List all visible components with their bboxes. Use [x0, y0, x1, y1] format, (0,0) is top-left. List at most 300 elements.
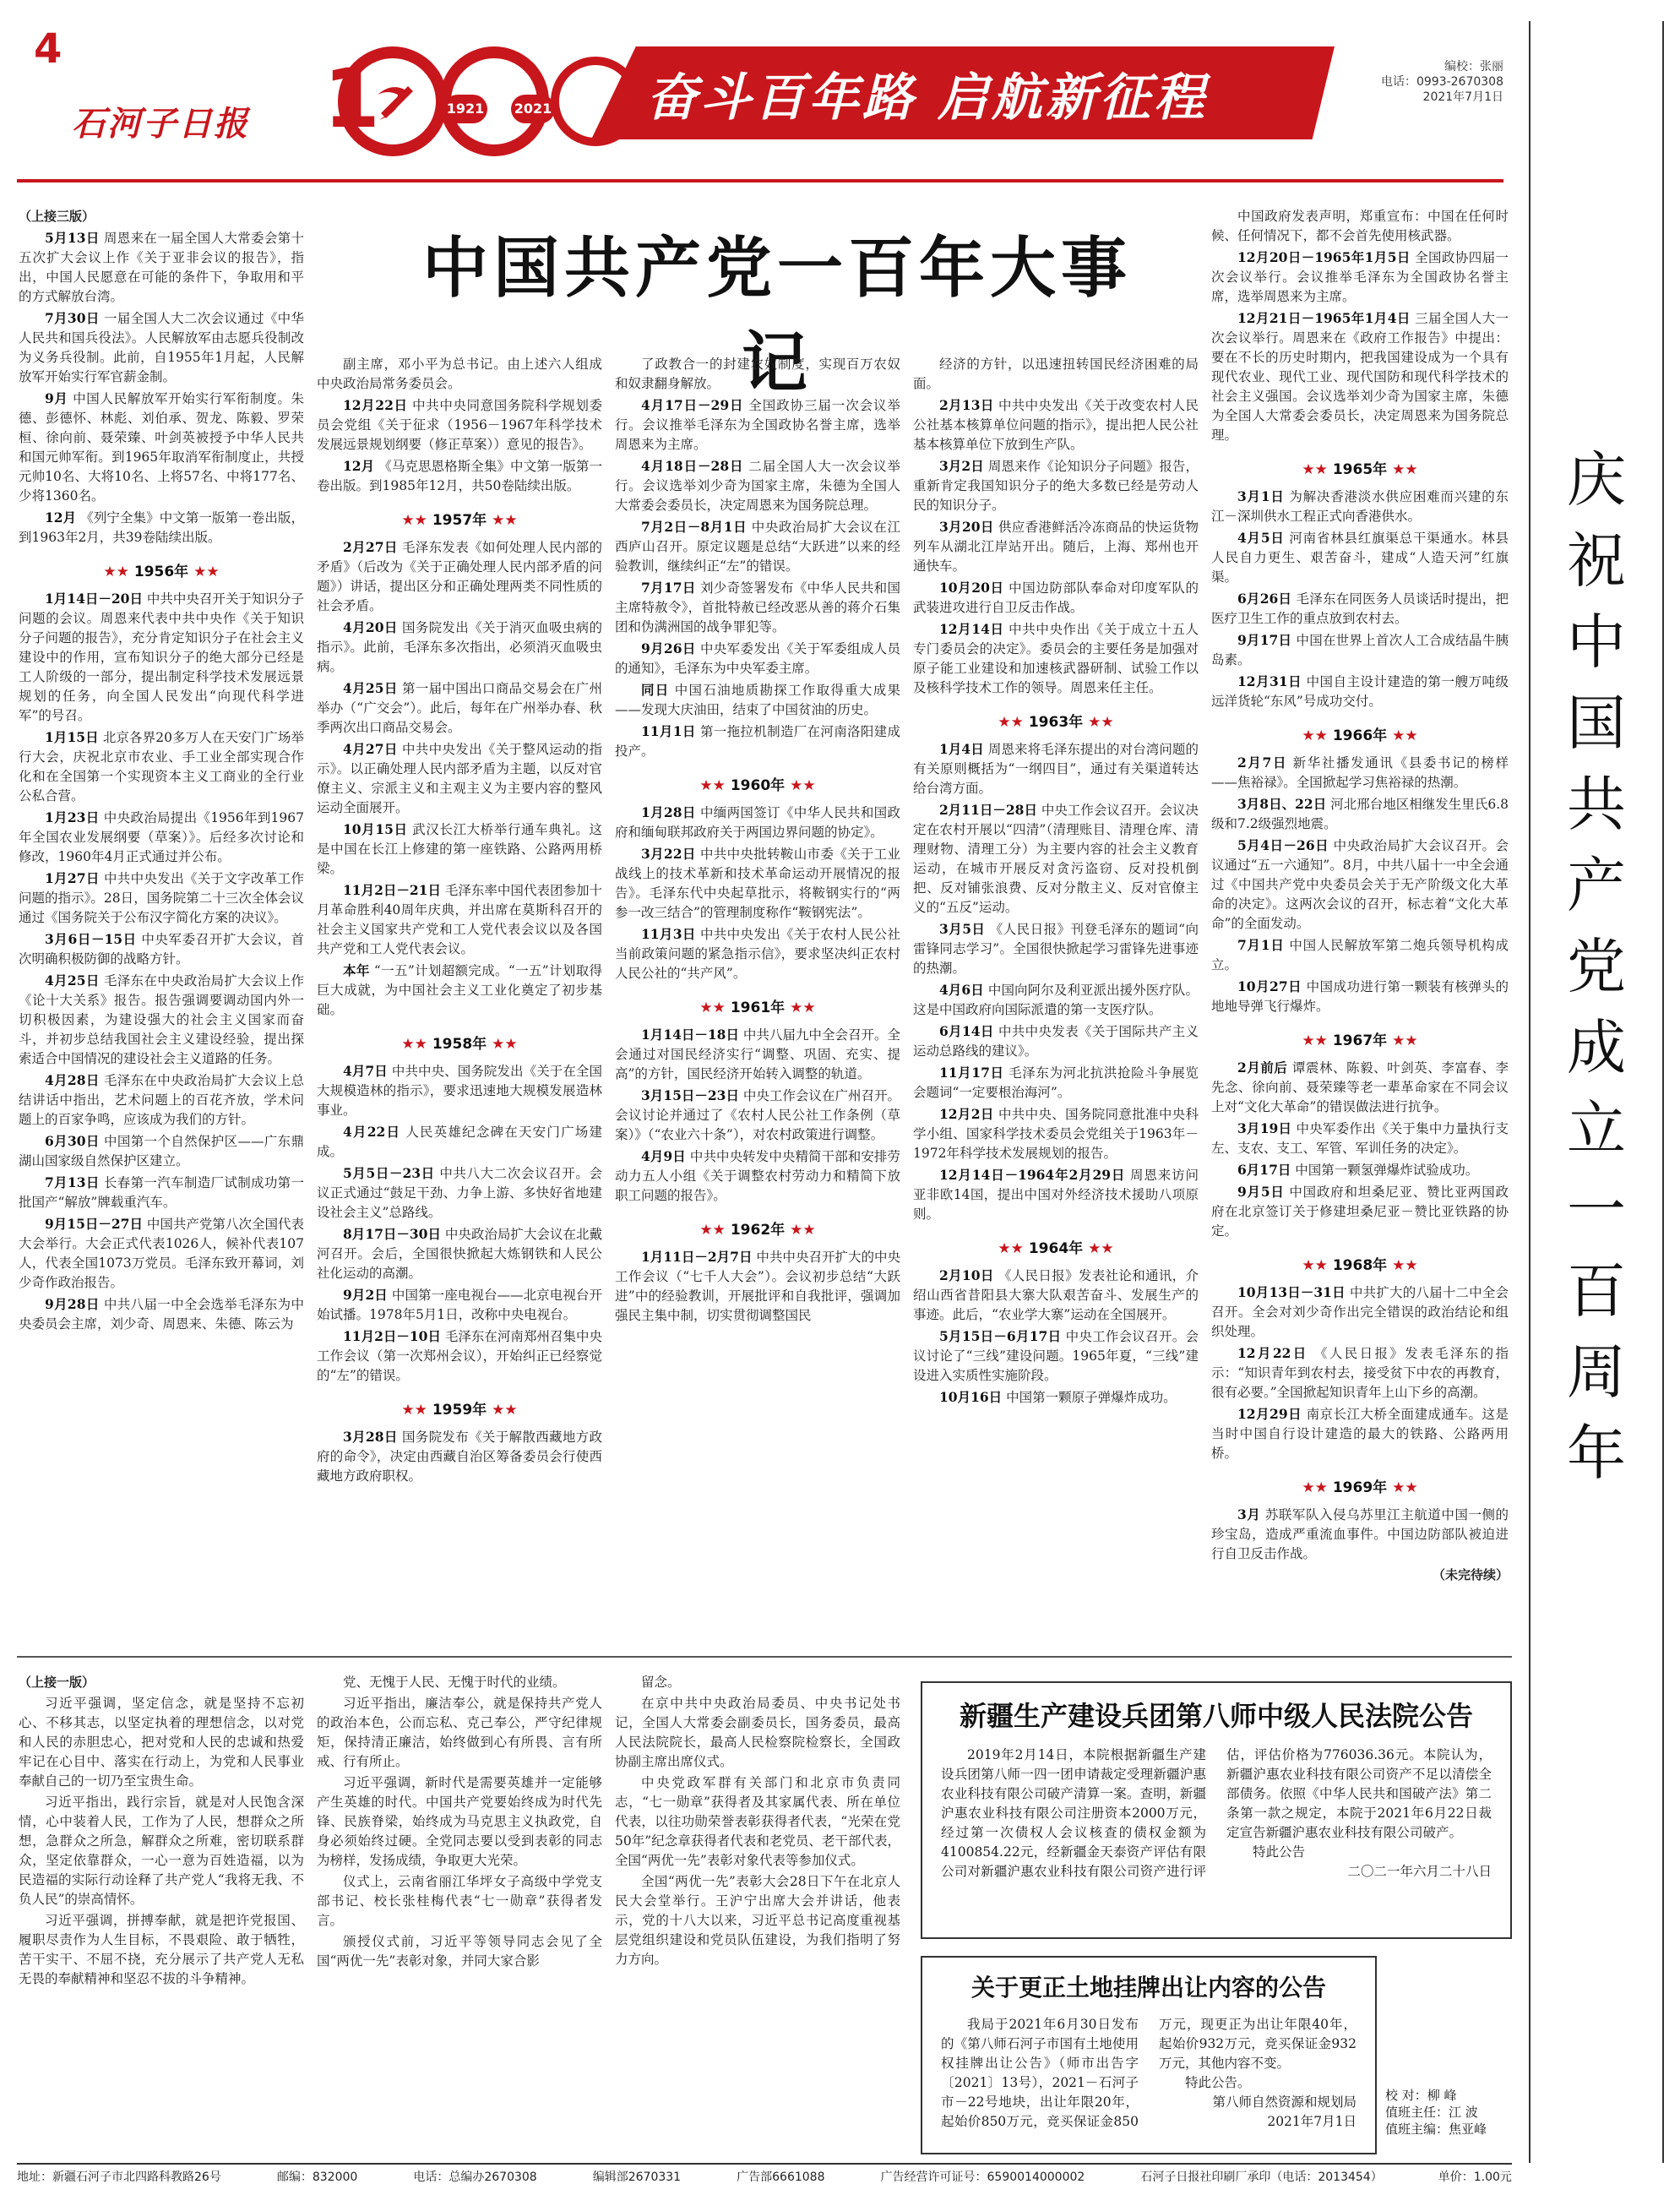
footer-price: 单价：1.00元 [1438, 2170, 1512, 2184]
chronicle-entry [1211, 487, 1509, 526]
entry-text: 了政教合一的封建农奴制度，实现百万农奴和奴隶翻身解放。 [615, 357, 900, 391]
chronicle-entry [317, 1061, 602, 1120]
masthead [0, 0, 1680, 194]
entry-text: 《人民日报》发表毛泽东的指示：“知识青年到农村去，接受贫下中农的再教育，很有必要。”全国掀起知识青年上山下乡的高潮。 [1211, 1346, 1509, 1400]
article-paragraph: 习近平强调，新时代是需要英雄并一定能够产生英雄的时代。中国共产党要始终成为时代先锋、民族脊梁，始终成为马克思主义执政党，自身必须始终过硬。全党同志要以受到表彰的同志为榜样，发扬成绩，争取更大光荣。 [317, 1775, 602, 1868]
article-paragraph: 党、无愧于人民、无愧于时代的业绩。 [343, 1675, 566, 1690]
entry-text: 《人民日报》发表社论和通讯，介绍山西省昔阳县大寨大队艰苦奋斗、发展生产的事迹。此后，“农业学大寨”运动在全国展开。 [913, 1268, 1199, 1322]
chronicle-entry [19, 589, 304, 726]
entry-text: 中共八届九中全会召开。全会通过对国民经济实行“调整、巩固、充实、提高”的方针，国民经济开始转入调整的轨道。 [615, 1027, 900, 1081]
continued-from-page1-tag: （上接一版） [19, 1675, 95, 1690]
entry-date: 4月22日 [343, 1124, 401, 1140]
entry-text: 长春第一汽车制造厂试制成功第一批国产“解放”牌载重汽车。 [19, 1175, 304, 1210]
chronicle-entry [913, 919, 1199, 978]
chronicle-entry [1211, 753, 1509, 792]
chronicle-entry [317, 618, 602, 677]
chronicle-entry [1211, 1505, 1509, 1564]
entry-date: 1月15日 [45, 729, 99, 745]
chronicle-entry [615, 844, 900, 923]
entry-date: 12月20日－1965年1月5日 [1237, 249, 1411, 265]
entry-date: 9月17日 [1237, 632, 1292, 648]
entry-text: 中共中央、国务院同意批准中央科学小组、国家科学技术委员会党组关于1963年－1972年科学技术发展规划的报告。 [913, 1107, 1199, 1161]
entries-1960 [615, 803, 900, 983]
chronicle-entry [913, 517, 1199, 576]
vertical-title: 庆祝中国共产党成立一百周年 [1567, 445, 1626, 1488]
entry-text: 苏联军队入侵乌苏里江主航道中国一侧的珍宝岛，造成严重流血事件。中国边防部队被迫进行自卫反击作战。 [1211, 1507, 1509, 1561]
chronicle-entry [19, 1214, 304, 1293]
article-column-1 [19, 207, 304, 1648]
chronicle-entry [615, 722, 900, 761]
entry-text: 中国向阿尔及利亚派出援外医疗队。这是中国政府向国际派遣的第一支医疗队。 [913, 983, 1199, 1017]
entry-date: 3月19日 [1237, 1120, 1292, 1136]
entry-text: 中共中央发表《关于国际共产主义运动总路线的建议》。 [913, 1024, 1199, 1059]
year-marker-1957: ★★ 1957年 ★★ [401, 512, 518, 529]
entry-text: 中央工作会议召开。会议决定在农村开展以“四清”（清理账目、清理仓库、清理财物、清理工分）为主要内容的社会主义教育运动，在城市开展反对贪污盗窃、反对投机倒把、反对铺张浪费、反对分散主义、反对官僚主义的“五反”运动。 [913, 803, 1199, 915]
entry-text: 中国成功进行第一颗装有核弹头的地地导弹飞行爆炸。 [1211, 979, 1509, 1014]
chronicle-entry [19, 1173, 304, 1212]
entry-date: 1月27日 [45, 870, 100, 886]
entry-date: 4月18日－28日 [641, 458, 744, 474]
article-paragraph: 颁授仪式前，习近平等领导同志会见了全国“两优一先”表彰对象，并同大家合影 [317, 1934, 602, 1969]
chronicle-entry [317, 395, 602, 455]
footer-editorial: 编辑部2670331 [592, 2170, 682, 2184]
land-notice-body: 我局于2021年6月30日发布的《第八师石河子市国有土地使用权挂牌出让公告》（师市出告字〔2021〕13号），2021－石河子市－22号地块，出让年限20年，起始价850万元，竞买保证金850万元，现更正为出让年限40年，起始价932万元，竞买保证金932万元，其他内容不变。 特此公告。 第八师自然资源和规划局 2021年7月1日 [941, 2015, 1357, 2132]
article-column-5 [1211, 207, 1509, 1648]
entry-text: 中国在世界上首次人工合成结晶牛胰岛素。 [1211, 633, 1509, 667]
lower-article-column-1 [19, 1673, 304, 2146]
entries-1966 [1211, 753, 1509, 1016]
entry-text: 中央政治局扩大会议召开。会议通过“五一六通知”。8月，中共八届十一中全会通过《中国共产党中央委员会关于无产阶级文化大革命的决定》。这两次会议的召开，标志着“文化大革命”的全面发动。 [1211, 838, 1509, 931]
chronicle-entry [913, 456, 1199, 515]
year-marker-1960: ★★ 1960年 ★★ [699, 777, 816, 794]
lower-article-column-3 [615, 1673, 900, 2146]
land-notice-date: 2021年7月1日 [1267, 2114, 1357, 2129]
entries-1955 [19, 228, 304, 547]
entry-date: 12月22日 [1237, 1345, 1308, 1361]
chronicle-entry [913, 800, 1199, 918]
entry-text: “一五”计划超额完成。“一五”计划取得巨大成就，为中国社会主义工业化奠定了初步基础。 [317, 963, 602, 1017]
entry-date: 5月5日－23日 [343, 1165, 435, 1181]
entry-date: 10月27日 [1237, 978, 1302, 994]
entry-date: 4月25日 [343, 680, 398, 696]
chronicle-entry [19, 869, 304, 928]
entry-date: 10月13日－31日 [1237, 1284, 1346, 1300]
entries-1957 [317, 537, 602, 1020]
land-notice [921, 1956, 1377, 2154]
entry-date: 12月14日－1964年2月29日 [939, 1167, 1126, 1183]
footer-license: 广告经营许可证号：6590014000002 [880, 2170, 1085, 2184]
entry-date: 3月28日 [343, 1429, 398, 1445]
entry-date: 12月21日－1965年1月4日 [1237, 310, 1411, 326]
chronicle-entry [317, 456, 602, 496]
year-marker-1966: ★★ 1966年 ★★ [1302, 727, 1418, 744]
chronicle-entry [1211, 630, 1509, 670]
section-divider [17, 1656, 1512, 1658]
entry-text: 中共中央发出《关于整风运动的指示》。以正确处理人民内部矛盾为主题，以反对官僚主义、宗派主义和主观主义为主要内容的整风运动全面展开。 [317, 742, 602, 815]
year-marker-1963: ★★ 1963年 ★★ [998, 714, 1114, 731]
entry-date: 12月22日 [343, 397, 408, 413]
entry-date: 4月27日 [343, 741, 398, 757]
entry-text: 中共八大二次会议召开。会议正式通过“鼓足干劲、力争上游、多快好省地建设社会主义”总路线。 [317, 1166, 602, 1220]
entry-text: 中央政治局提出《1956年到1967年全国农业发展纲要（草案）》。后经多次讨论和修改，1960年4月正式通过并公布。 [19, 810, 304, 864]
footer [17, 2163, 1512, 2185]
entry-text: 三届全国人大一次会议举行。周恩来在《政府工作报告》中提出：要在不长的历史时期内，把我国建设成为一个具有现代农业、现代工业、现代国防和现代科学技术的社会主义强国。会议选举刘少奇为国家主席，朱德为全国人大常委会委员长，决定周恩来为国务院总理。 [1211, 311, 1509, 443]
duty-chief: 值班主任：江 波 [1385, 2105, 1478, 2120]
entry-text: 中共扩大的八届十二中全会召开。全会对刘少奇作出完全错误的政治结论和组织处理。 [1211, 1285, 1509, 1339]
chronicle-entry [913, 1063, 1199, 1103]
article-paragraph: 仪式上，云南省丽江华坪女子高级中学党支部书记、校长张桂梅代表“七一勋章”获得者发言。 [317, 1874, 602, 1928]
entries-1968 [1211, 1283, 1509, 1463]
entry-text: 中国石油地质勘探工作取得重大成果——发现大庆油田，结束了中国贫油的历史。 [615, 683, 900, 717]
entry-date: 3月2日 [939, 458, 984, 474]
chronicle-entry [913, 1165, 1199, 1224]
entries-1965 [1211, 487, 1509, 711]
entry-text: 中国政府发表声明，郑重宣布：中国在任何时候、任何情况下，都不会首先使用核武器。 [1211, 209, 1509, 243]
entry-text: 中共中央召开扩大的中央工作会议（“七千人大会”）。会议初步总结“大跃进”中的经验教训，开展批评和自我批评，强调加强民主集中制，切实贯彻调整国民 [615, 1250, 900, 1323]
year-marker-1956: ★★ 1956年 ★★ [103, 564, 220, 580]
chronicle-entry [615, 1025, 900, 1084]
entry-text: 中央军委召开扩大会议，首次明确积极防御的战略方针。 [19, 932, 304, 967]
lower-paragraphs-3 [615, 1673, 900, 1969]
entry-date: 9月28日 [45, 1296, 100, 1312]
lower-article-column-2 [317, 1673, 602, 2146]
footer-editor-office: 电话：总编办2670308 [413, 2170, 537, 2184]
entry-date: 7月2日－8月1日 [641, 519, 748, 535]
entry-text: 毛泽东发表《如何处理人民内部的矛盾》（后改为《关于正确处理人民内部矛盾的问题》）讲话，提出区分和正确处理两类不同性质的社会矛盾。 [317, 540, 602, 613]
entry-date: 3月6日－15日 [45, 931, 137, 947]
chronicle-entry [1211, 1283, 1509, 1342]
year-marker-1959: ★★ 1959年 ★★ [401, 1402, 518, 1419]
entries-1964-cont [1211, 207, 1509, 445]
entry-date: 12月29日 [1237, 1406, 1302, 1422]
entry-text: 河北邢台地区相继发生里氏6.8级和7.2级强烈地震。 [1211, 797, 1509, 831]
entry-date: 同日 [641, 682, 670, 698]
entry-text: 中国第一座电视台——北京电视台开始试播。1978年5月1日，改称中央电视台。 [317, 1288, 602, 1322]
to-be-continued-tag: （未完待续） [1432, 1567, 1509, 1582]
chronicle-entry [913, 355, 1199, 394]
entry-date: 1月14日－18日 [641, 1027, 739, 1043]
entries-1962-cont [913, 355, 1199, 698]
entries-1956-cont [317, 355, 602, 496]
entry-text: 中共中央发出《关于改变农村人民公社基本核算单位问题的指示》，提出把人民公社基本核算单位下放到生产队。 [913, 398, 1199, 452]
chronicle-entry [1211, 1119, 1509, 1158]
entries-1967 [1211, 1058, 1509, 1241]
chronicle-entry [19, 389, 304, 506]
entry-text: 中国政府和坦桑尼亚、赞比亚两国政府在北京签订关于修建坦桑尼亚－赞比亚铁路的协定。 [1211, 1185, 1509, 1239]
chronicle-entry [1211, 1182, 1509, 1241]
entry-date: 3月1日 [1237, 488, 1285, 504]
chronicle-entry [615, 1247, 900, 1326]
entries-1963 [913, 739, 1199, 1224]
entry-date: 1月23日 [45, 809, 100, 825]
entry-date: 2月10日 [939, 1267, 994, 1283]
entry-date: 9月5日 [1237, 1184, 1285, 1200]
entry-text: 中国第一个自然保护区——广东鼎湖山国家级自然保护区建立。 [19, 1134, 304, 1168]
entry-date: 2月前后 [1237, 1059, 1288, 1076]
entry-date: 1月14日－20日 [45, 591, 143, 607]
article-column-2 [317, 355, 602, 1648]
article-paragraph: 习近平强调，拼搏奉献，就是把许党报国、履职尽责作为人生目标，不畏艰险、敢于牺牲，苦干实干、不屈不挠，充分展示了共产党人无私无畏的奉献精神和坚忍不拔的斗争精神。 [19, 1913, 304, 1986]
chronicle-entry [615, 578, 900, 637]
entry-text: 《列宁全集》中文第一版第一卷出版，到1963年2月，共39卷陆续出版。 [19, 510, 304, 545]
article-paragraph: 全国“两优一先”表彰大会28日下午在北京人民大会堂举行。王沪宁出席大会并讲话，他表示，党的十八大以来，习近平总书记高度重视基层党组织建设和党员队伍建设，为我们指明了努力方向。 [615, 1874, 900, 1967]
entry-text: 毛泽东在中央政治局扩大会议上总结讲话中指出，艺术问题上的百花齐放，学术问题上的百家争鸣，应该成为我们的方针。 [19, 1073, 304, 1127]
chronicle-entry [19, 1294, 304, 1334]
chronicle-entry [19, 1070, 304, 1130]
chronicle-entry [19, 929, 304, 969]
entry-text: 周恩来作《论知识分子问题》报告，重新肯定我国知识分子的绝大多数已经是劳动人民的知识分子。 [913, 459, 1199, 513]
year-end-badge: 2021 [511, 95, 555, 123]
chronicle-entry [317, 1163, 602, 1223]
entry-text: 刘少奇签署发布《中华人民共和国主席特赦令》，首批特赦已经改恶从善的蒋介石集团和伪满洲国的战争罪犯等。 [615, 580, 900, 635]
entry-text: 一届全国人大二次会议通过《中华人民共和国兵役法》。人民解放军由志愿兵役制改为义务兵役制。此前，自1955年1月起，人民解放军开始实行军官薪金制。 [19, 311, 304, 384]
entry-date: 1月4日 [939, 741, 984, 757]
article-paragraph: 习近平指出，廉洁奉公，就是保持共产党人的政治本色，公而忘私、克己奉公，严守纪律规矩，保持清正廉洁，始终做到心有所畏、言有所戒、行有所止。 [317, 1696, 602, 1769]
chronicle-entry [317, 678, 602, 738]
entry-date: 4月7日 [343, 1063, 388, 1079]
footer-address: 地址：新疆石河子市北四路科教路26号 [17, 2170, 221, 2184]
entry-date: 12月 [343, 458, 375, 474]
footer-printer: 石河子日报社印刷厂承印（电话：2013454） [1140, 2170, 1383, 2184]
chronicle-entry [913, 980, 1199, 1020]
year-marker-1965: ★★ 1965年 ★★ [1302, 461, 1418, 478]
editor-name: 编校：张丽 [1444, 60, 1503, 74]
chronicle-entry [615, 355, 900, 394]
entries-1959-cont [615, 355, 900, 761]
chronicle-entry [913, 1387, 1199, 1408]
entry-date: 6月17日 [1237, 1162, 1291, 1178]
chronicle-entry [317, 1427, 602, 1486]
lower-paragraphs-1 [19, 1694, 304, 1989]
chronicle-entry [317, 1326, 602, 1386]
entry-date: 10月20日 [939, 580, 1004, 596]
duty-editor: 值班主编：焦亚峰 [1385, 2121, 1487, 2137]
entry-text: 南京长江大桥全面建成通车。这是当时中国自行设计建造的最大的铁路、公路两用桥。 [1211, 1407, 1509, 1461]
entry-text: 为解决香港淡水供应困难而兴建的东江－深圳供水工程正式向香港供水。 [1211, 489, 1509, 524]
year-marker-1958: ★★ 1958年 ★★ [401, 1036, 518, 1053]
page-number: 4 [34, 25, 63, 73]
entry-date: 5月4日－26日 [1237, 837, 1329, 853]
entry-text: 毛泽东在同医务人员谈话时提出，把医疗卫生工作的重点放到农村去。 [1211, 591, 1509, 626]
entry-date: 4月28日 [45, 1072, 100, 1088]
editor-info [1351, 59, 1503, 105]
entry-date: 2月27日 [343, 539, 398, 555]
chronicle-entry [615, 456, 900, 515]
entry-text: 毛泽东在中央政治局扩大会议上作《论十大关系》报告。报告强调要调动国内外一切积极因素，为建设强大的社会主义国家而奋斗，并初步总结我国社会主义建设经验，提出探索适合中国情况的建设社会主义道路的任务。 [19, 973, 304, 1066]
entry-date: 7月1日 [1237, 937, 1285, 953]
entry-text: 周恩来将毛泽东提出的对台湾问题的有关原则概括为“一纲四目”，通过有关渠道转达给台湾方面。 [913, 742, 1199, 796]
chronicle-entry [1211, 1160, 1509, 1180]
court-notice-date: 二〇二一年六月二十八日 [1347, 1864, 1492, 1879]
entry-date: 2月11日－28日 [939, 802, 1037, 818]
chronicle-entry [1211, 248, 1509, 307]
year-marker-1968: ★★ 1968年 ★★ [1302, 1257, 1418, 1274]
entry-date: 9月 [45, 390, 68, 406]
entry-text: 全国政协四届一次会议举行。会议推举毛泽东为全国政协名誉主席，选举周恩来为主席。 [1211, 250, 1509, 304]
entries-1956 [19, 589, 304, 1334]
entries-1961 [615, 1025, 900, 1206]
entry-text: 中央军委作出《关于集中力量执行支左、支农、支工、军管、军训任务的决定》。 [1211, 1121, 1509, 1156]
editor-phone: 电话：0993-2670308 [1380, 75, 1503, 89]
entry-text: 二届全国人大一次会议举行。会议选举刘少奇为国家主席，朱德为全国人大常委会委员长，决定周恩来为国务院总理。 [615, 459, 900, 513]
issue-date: 2021年7月1日 [1422, 90, 1503, 104]
entry-date: 11月1日 [641, 723, 696, 739]
chronicle-entry [913, 1326, 1199, 1386]
chronicle-entry [317, 820, 602, 879]
continued-from-tag: （上接三版） [19, 209, 95, 224]
chronicle-entry [317, 880, 602, 959]
chronicle-entry [913, 1104, 1199, 1163]
entry-text: 第一届中国出口商品交易会在广州举办（“广交会”）。此后，每年在广州举办春、秋季两次出口商品交易会。 [317, 681, 602, 735]
entry-date: 9月2日 [343, 1287, 388, 1303]
chronicle-entry [913, 395, 1199, 455]
paper-logo: 石河子日报 [72, 104, 249, 144]
entry-text: 河南省林县红旗渠总干渠通水。林县人民自力更生、艰苦奋斗，建成“人造天河”红旗渠。 [1211, 531, 1509, 585]
entry-text: 周恩来访问亚非欧14国，提出中国对外经济技术援助八项原则。 [913, 1168, 1199, 1222]
entry-text: 中央军委发出《关于军委组成人员的通知》，毛泽东为中央军委主席。 [615, 641, 900, 676]
entry-text: 供应香港鲜活冷冻商品的快运货物列车从湖北江岸站开出。随后，上海、郑州也开通快车。 [913, 520, 1199, 574]
court-notice-title: 新疆生产建设兵团第八师中级人民法院公告 [959, 1700, 1473, 1732]
chronicle-entry [1211, 589, 1509, 629]
entry-text: 中央工作会议召开。会议讨论了“三线”建设问题。1965年夏，“三线”建设进入实质性实施阶段。 [913, 1329, 1199, 1383]
article-paragraph: 中央党政军群有关部门和北京市负责同志，“七一勋章”获得者及其家属代表、所在单位代表，以往功勋荣誉表彰获得者代表，“光荣在党50年”纪念章获得者代表和老党员、老干部代表，全国“两优一先”表彰对象代表等参加仪式。 [615, 1775, 900, 1868]
chronicle-entry [615, 803, 900, 842]
entries-1964 [913, 1266, 1199, 1408]
entry-text: 人民英雄纪念碑在天安门广场建成。 [317, 1125, 602, 1159]
masthead-rule [17, 179, 1503, 182]
entry-date: 1月28日 [641, 804, 696, 820]
entry-text: 中缅两国签订《中华人民共和国政府和缅甸联邦政府关于两国边界问题的协定》。 [615, 805, 900, 840]
entry-date: 2月13日 [939, 397, 994, 413]
entry-text: 中央工作会议在广州召开。会议讨论并通过了《农村人民公社工作条例（草案）》（“农业六十条”），对农村政策进行调整。 [615, 1088, 900, 1142]
chronicle-entry [317, 355, 602, 394]
entry-text: 经济的方针，以迅速扭转国民经济困难的局面。 [913, 357, 1199, 391]
entry-date: 8月17日－30日 [343, 1226, 441, 1242]
proofreader: 校 对：柳 峰 [1385, 2088, 1457, 2103]
article-paragraph: 习近平强调，坚定信念，就是坚持不忘初心、不移其志，以坚定执着的理想信念，以对党和人民的赤胆忠心，把对党和人民的忠诚和热爱牢记在心目中、落实在行动上，为党和人民事业奉献自己的一切乃至宝贵生命。 [19, 1696, 304, 1789]
chronicle-entry [913, 1266, 1199, 1325]
chronicle-entry [1211, 977, 1509, 1016]
entry-date: 4月9日 [641, 1148, 686, 1164]
chronicle-entry [317, 739, 602, 818]
entry-date: 5月13日 [45, 230, 100, 246]
year-marker-1969: ★★ 1969年 ★★ [1302, 1479, 1418, 1496]
entry-text: 国务院发布《关于解散西藏地方政府的命令》，决定由西藏自治区筹备委员会行使西藏地方政府职权。 [317, 1430, 602, 1484]
entry-text: 中国共产党第八次全国代表大会举行。大会正式代表1026人，候补代表107人，代表全国1073万党员。毛泽东致开幕词，刘少奇作政治报告。 [19, 1217, 304, 1290]
entry-date: 3月22日 [641, 846, 696, 862]
entry-date: 12月14日 [939, 621, 1004, 637]
entry-text: 毛泽东在河南郑州召集中央工作会议（第一次郑州会议），开始纠正已经察觉的“左”的错误。 [317, 1329, 602, 1383]
chronicle-entry [913, 1021, 1199, 1061]
entry-text: 毛泽东为河北抗洪抢险斗争展览会题词“一定要根治海河”。 [913, 1065, 1199, 1100]
chronicle-entry [615, 639, 900, 678]
entry-text: 中共中央、国务院发出《关于在全国大规模造林的指示》，要求迅速地大规模发展造林事业。 [317, 1064, 602, 1118]
article-column-3 [615, 355, 900, 1648]
chronicle-entry [1211, 1058, 1509, 1117]
entry-text: 周恩来在一届全国人大常委会第十五次扩大会议上作《关于亚非会议的报告》，指出，中国人民愿意在可能的条件下，争取用和平的方式解放台湾。 [19, 231, 304, 304]
year-marker-1961: ★★ 1961年 ★★ [699, 999, 816, 1016]
chronicle-entry [1211, 1343, 1509, 1403]
chronicle-entry [1211, 672, 1509, 711]
chronicle-entry [615, 924, 900, 983]
entry-text: 第一拖拉机制造厂在河南洛阳建成投产。 [615, 724, 900, 759]
entry-date: 12月 [45, 509, 77, 526]
article-paragraph: 习近平指出，践行宗旨，就是对人民饱含深情，心中装着人民，工作为了人民，想群众之所想，急群众之所急，解群众之所难，密切联系群众，坚定依靠群众，一心一意为百姓造福，以为民造福的实际行动诠释了共产党人“我将无我、不负人民”的崇高情怀。 [19, 1795, 304, 1907]
chronicle-entry [615, 517, 900, 576]
entry-date: 4月17日－29日 [641, 397, 744, 413]
entry-text: 国务院发出《关于消灭血吸虫病的指示》。此前，毛泽东多次指出，必须消灭血吸虫病。 [317, 620, 602, 674]
entry-text: 中共中央批转鞍山市委《关于工业战线上的技术革新和技术革命运动开展情况的报告》。毛泽东代中央起草批示，将鞍钢实行的“两参一改三结合”的管理制度称作“鞍钢宪法”。 [615, 847, 900, 920]
chronicle-entry [317, 961, 602, 1020]
chronicle-entry [317, 1285, 602, 1325]
entry-date: 10月15日 [343, 821, 408, 837]
entry-text: 中央政治局扩大会议在江西庐山召开。原定议题是总结“大跃进”以来的经验教训，继续纠正“左”的错误。 [615, 520, 900, 574]
year-marker-1967: ★★ 1967年 ★★ [1302, 1032, 1418, 1049]
entry-date: 3月 [1237, 1506, 1261, 1522]
entries-1962 [615, 1247, 900, 1326]
entry-text: 中共中央召开关于知识分子问题的会议。周恩来代表中共中央作《关于知识分子问题的报告》，充分肯定知识分子在社会主义建设中的作用，宣布知识分子的绝大部分已经是工人阶级的一部分，提出制定科学技术发展远景规划的任务，向全国人民发出“向现代科学进军”的号召。 [19, 591, 304, 723]
land-notice-title: 关于更正土地挂牌出让内容的公告 [970, 1974, 1326, 2002]
entry-date: 5月15日－6月17日 [939, 1328, 1062, 1344]
chronicle-entry [19, 508, 304, 547]
entry-text: 中共中央同意国务院科学规划委员会党组《关于征求（1956－1967年科学技术发展远景规划纲要（修正草案））意见的报告》。 [317, 398, 602, 452]
entry-date: 12月2日 [939, 1106, 994, 1122]
entry-text: 中国边防部队奉命对印度军队的武装进攻进行自卫反击作战。 [913, 580, 1199, 615]
entry-date: 本年 [343, 962, 370, 978]
entry-text: 中央政治局扩大会议在北戴河召开。会后，全国很快掀起大炼钢铁和人民公社化运动的高潮。 [317, 1227, 602, 1281]
entry-date: 11月3日 [641, 926, 696, 942]
land-notice-signer: 第八师自然资源和规划局 [1212, 2094, 1357, 2110]
chronicle-entry [19, 228, 304, 307]
article-column-4 [913, 355, 1199, 1648]
entries-1958 [317, 1061, 602, 1386]
chronicle-entry [615, 395, 900, 455]
chronicle-entry [1211, 528, 1509, 587]
entry-date: 6月14日 [939, 1023, 994, 1039]
entry-date: 9月15日－27日 [45, 1216, 143, 1232]
chronicle-entry [913, 619, 1199, 698]
entry-text: 中国人民解放军第二炮兵领导机构成立。 [1211, 938, 1509, 972]
entry-text: 武汉长江大桥举行通车典礼。这是中国在长江上修建的第一座铁路、公路两用桥梁。 [317, 822, 602, 876]
entry-text: 中共中央作出《关于成立十五人专门委员会的决定》。委员会的主要任务是加强对原子能工业建设和加速核武器研制、试验工作以及核科学技术工作的领导。周恩来任主任。 [913, 622, 1199, 695]
entry-date: 12月31日 [1237, 673, 1302, 689]
year-marker-1964: ★★ 1964年 ★★ [998, 1240, 1114, 1257]
year-start-badge: 1921 [443, 95, 487, 123]
svg-text:1: 1 [323, 52, 380, 146]
entry-text: 谭震林、陈毅、叶剑英、李富春、李先念、徐向前、聂荣臻等老一辈革命家在不同会议上对“文化大革命”的错误做法进行抗争。 [1211, 1060, 1509, 1114]
entry-text: 中共中央转发中央精简干部和安排劳动力五人小组《关于调整农村劳动力和精简下放职工问题的报告》。 [615, 1149, 900, 1203]
court-notice [921, 1681, 1512, 1939]
entry-text: 中共中央发出《关于文字改革工作问题的指示》。28日，国务院第二十三次全体会议通过《国务院关于公布汉字简化方案的决议》。 [19, 871, 304, 925]
entry-date: 6月30日 [45, 1133, 100, 1149]
entry-date: 11月2日－10日 [343, 1328, 441, 1344]
entry-text: 副主席，邓小平为总书记。由上述六人组成中央政治局常务委员会。 [317, 357, 602, 391]
entry-date: 3月15日－23日 [641, 1087, 739, 1103]
article-paragraph: 在京中共中央政治局委员、中央书记处书记，全国人大常委会副委员长，国务委员，最高人民法院院长，最高人民检察院检察长，全国政协副主席出席仪式。 [615, 1696, 900, 1769]
entry-text: 《马克思恩格斯全集》中文第一版第一卷出版。到1985年12月，共50卷陆续出版。 [317, 459, 602, 493]
entry-date: 4月6日 [939, 982, 984, 998]
entry-date: 4月25日 [45, 972, 100, 989]
chronicle-entry [19, 971, 304, 1069]
chronicle-entry [19, 727, 304, 806]
entry-text: 中国第一颗原子弹爆炸成功。 [1006, 1390, 1177, 1405]
entry-date: 9月26日 [641, 640, 696, 656]
entry-text: 中国自主设计建造的第一艘万吨级远洋货轮“东风”号成功交付。 [1211, 674, 1509, 709]
chronicle-entry [615, 1147, 900, 1206]
entry-text: 毛泽东率中国代表团参加十月革命胜利40周年庆典，并出席在莫斯科召开的社会主义国家共产党和工人党代表会议以及各国共产党和工人党代表会议。 [317, 883, 602, 956]
chronicle-entry [615, 680, 900, 720]
entry-date: 3月5日 [939, 921, 986, 937]
